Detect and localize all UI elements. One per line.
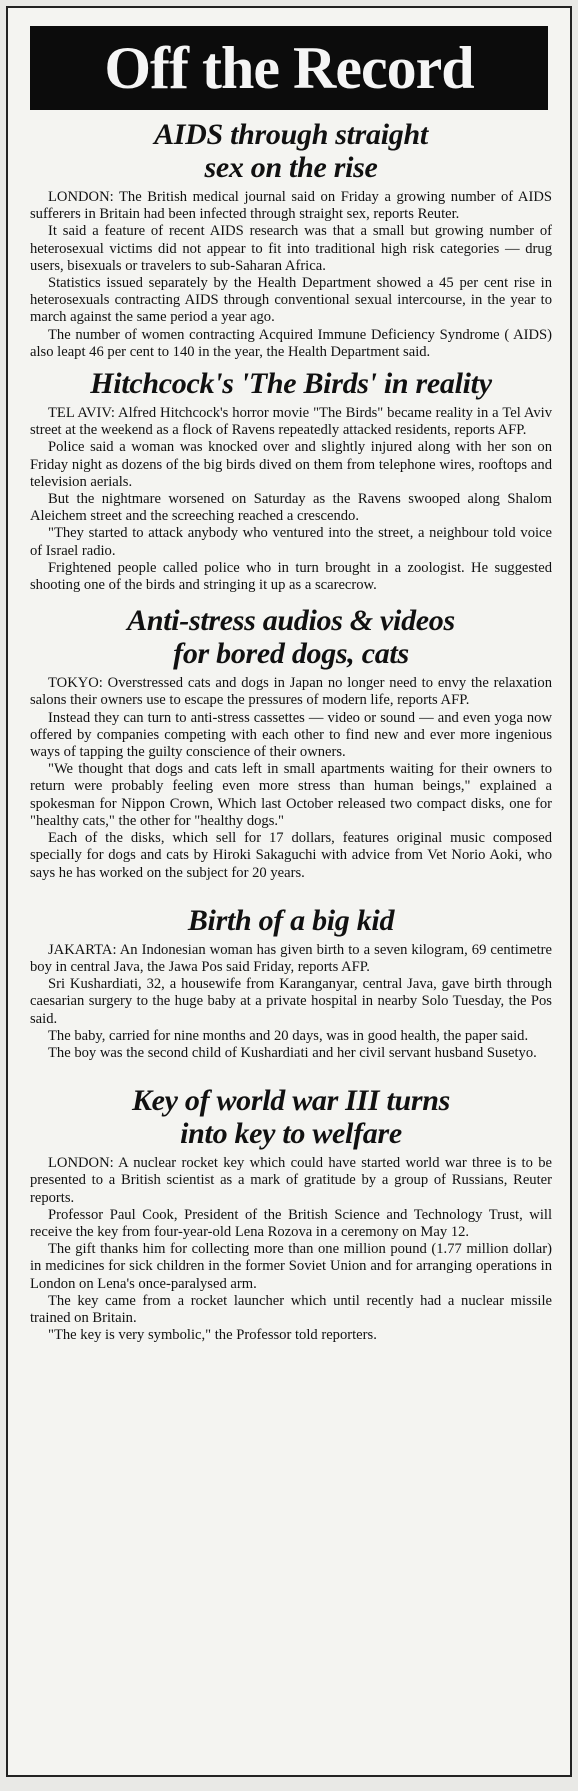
article [8, 904, 570, 1062]
article-headline [30, 904, 552, 937]
article-paragraph: LONDON: A nuclear rocket key which could have started world war three is to be presented to a British scientist as a mark of gratitude by a group of Russians, Reuter reports. [30, 1155, 552, 1206]
article-body [30, 189, 552, 361]
article-body [30, 942, 552, 1062]
article-headline [30, 367, 552, 400]
headline-line: for bored dogs, cats [173, 637, 409, 671]
article [8, 604, 570, 881]
article-headline [30, 604, 552, 670]
article-paragraph: The key came from a rocket launcher which until recently had a nuclear missile trained on Britain. [30, 1292, 552, 1326]
headline-line: AIDS through straight [154, 118, 428, 151]
article-headline [30, 118, 552, 184]
article-paragraph: Instead they can turn to anti-stress cassettes — video or sound — and even yoga now offered by companies competing with each other to find new and ever more ingenious ways of tapping the guilty conscience of their owners. [30, 709, 552, 761]
article-paragraph: The gift thanks him for collecting more than one million pound (1.77 million dollar) in medicines for sick children in the former Soviet Union and for arranging operations in London on Lena's once-paralysed arm. [30, 1241, 552, 1292]
article-paragraph: "They started to attack anybody who ventured into the street, a neighbour told voice of Israel radio. [30, 525, 552, 559]
article-body [30, 675, 552, 881]
article-headline [30, 1084, 552, 1150]
article-paragraph: JAKARTA: An Indonesian woman has given birth to a seven kilogram, 69 centimetre boy in central Java, the Jawa Pos said Friday, reports AFP. [30, 941, 552, 975]
article-body [30, 1155, 552, 1344]
article-paragraph: "We thought that dogs and cats left in small apartments waiting for their owners to return were probably feeling even more stress than human beings," explained a spokesman for Nippon Crown, Which last October released two compact disks, one for "healthy cats," the other for "healthy dogs." [30, 761, 552, 829]
article-paragraph: Frightened people called police who in turn brought in a zoologist. He suggested shooting one of the birds and stringing it up as a scarecrow. [30, 559, 552, 594]
headline-line: Key of world war III turns [131, 1084, 451, 1118]
article-paragraph: Statistics issued separately by the Health Department showed a 45 per cent rise in heterosexuals contracting AIDS through conventional sexual intercourse, in the year to march against the same period a year ago. [30, 275, 552, 326]
article-body [30, 405, 552, 594]
articles-column [8, 118, 570, 1344]
article-paragraph: Police said a woman was knocked over and slightly injured along with her son on Friday night as dozens of the big birds dived on them from telephone wires, rooftops and television aerials. [30, 439, 552, 490]
article [8, 1084, 570, 1344]
masthead [30, 26, 548, 110]
article-paragraph: LONDON: The British medical journal said on Friday a growing number of AIDS sufferers in Britain had been infected through straight sex, reports Reuter. [30, 189, 552, 223]
headline-line: Birth of a big kid [187, 903, 395, 937]
headline-line: Anti-stress audios & videos [127, 604, 455, 638]
headline-line: into key to welfare [180, 1117, 402, 1151]
headline-line: Hitchcock's 'The Birds' in reality [90, 367, 492, 401]
article [8, 367, 570, 594]
article-paragraph: The number of women contracting Acquired Immune Deficiency Syndrome ( AIDS) also leapt 46 per cent to 140 in the year, the Health Department said. [30, 326, 552, 360]
article-paragraph: Sri Kushardiati, 32, a housewife from Karanganyar, central Java, gave birth through caesarian surgery to the huge baby at a private hospital in nearby Solo Tuesday, the Pos said. [30, 976, 552, 1027]
article-paragraph: But the nightmare worsened on Saturday as the Ravens swooped along Shalom Aleichem street and the screeching reached a crescendo. [30, 491, 552, 525]
article-paragraph: The boy was the second child of Kushardiati and her civil servant husband Susetyo. [48, 1044, 537, 1061]
masthead-title: Off the Record [104, 34, 474, 101]
headline-line: sex on the rise [204, 151, 378, 184]
article-paragraph: Each of the disks, which sell for 17 dollars, features original music composed specially for dogs and cats by Hiroki Sakaguchi with advice from Vet Norio Aoki, who says he has worked on the subject for 20 years. [30, 830, 552, 881]
article [8, 118, 570, 361]
newspaper-clipping [6, 6, 572, 1777]
article-paragraph: TOKYO: Overstressed cats and dogs in Japan no longer need to envy the relaxation salons their owners use to escape the pressures of modern life, reports AFP. [30, 675, 552, 709]
article-paragraph: The baby, carried for nine months and 20 days, was in good health, the paper said. [48, 1027, 529, 1044]
article-paragraph: "The key is very symbolic," the Professor told reporters. [48, 1327, 377, 1344]
article-paragraph: Professor Paul Cook, President of the British Science and Technology Trust, will receive the key from four-year-old Lena Rozova in a ceremony on May 12. [30, 1206, 552, 1240]
article-paragraph: It said a feature of recent AIDS research was that a small but growing number of heterosexual victims did not appear to fit into traditional high risk categories — drug users, bisexuals or travelers to sub-Saharan Africa. [30, 223, 552, 274]
article-paragraph: TEL AVIV: Alfred Hitchcock's horror movie "The Birds" became reality in a Tel Aviv street at the weekend as a flock of Ravens repeatedly attacked residents, reports AFP. [30, 405, 552, 439]
